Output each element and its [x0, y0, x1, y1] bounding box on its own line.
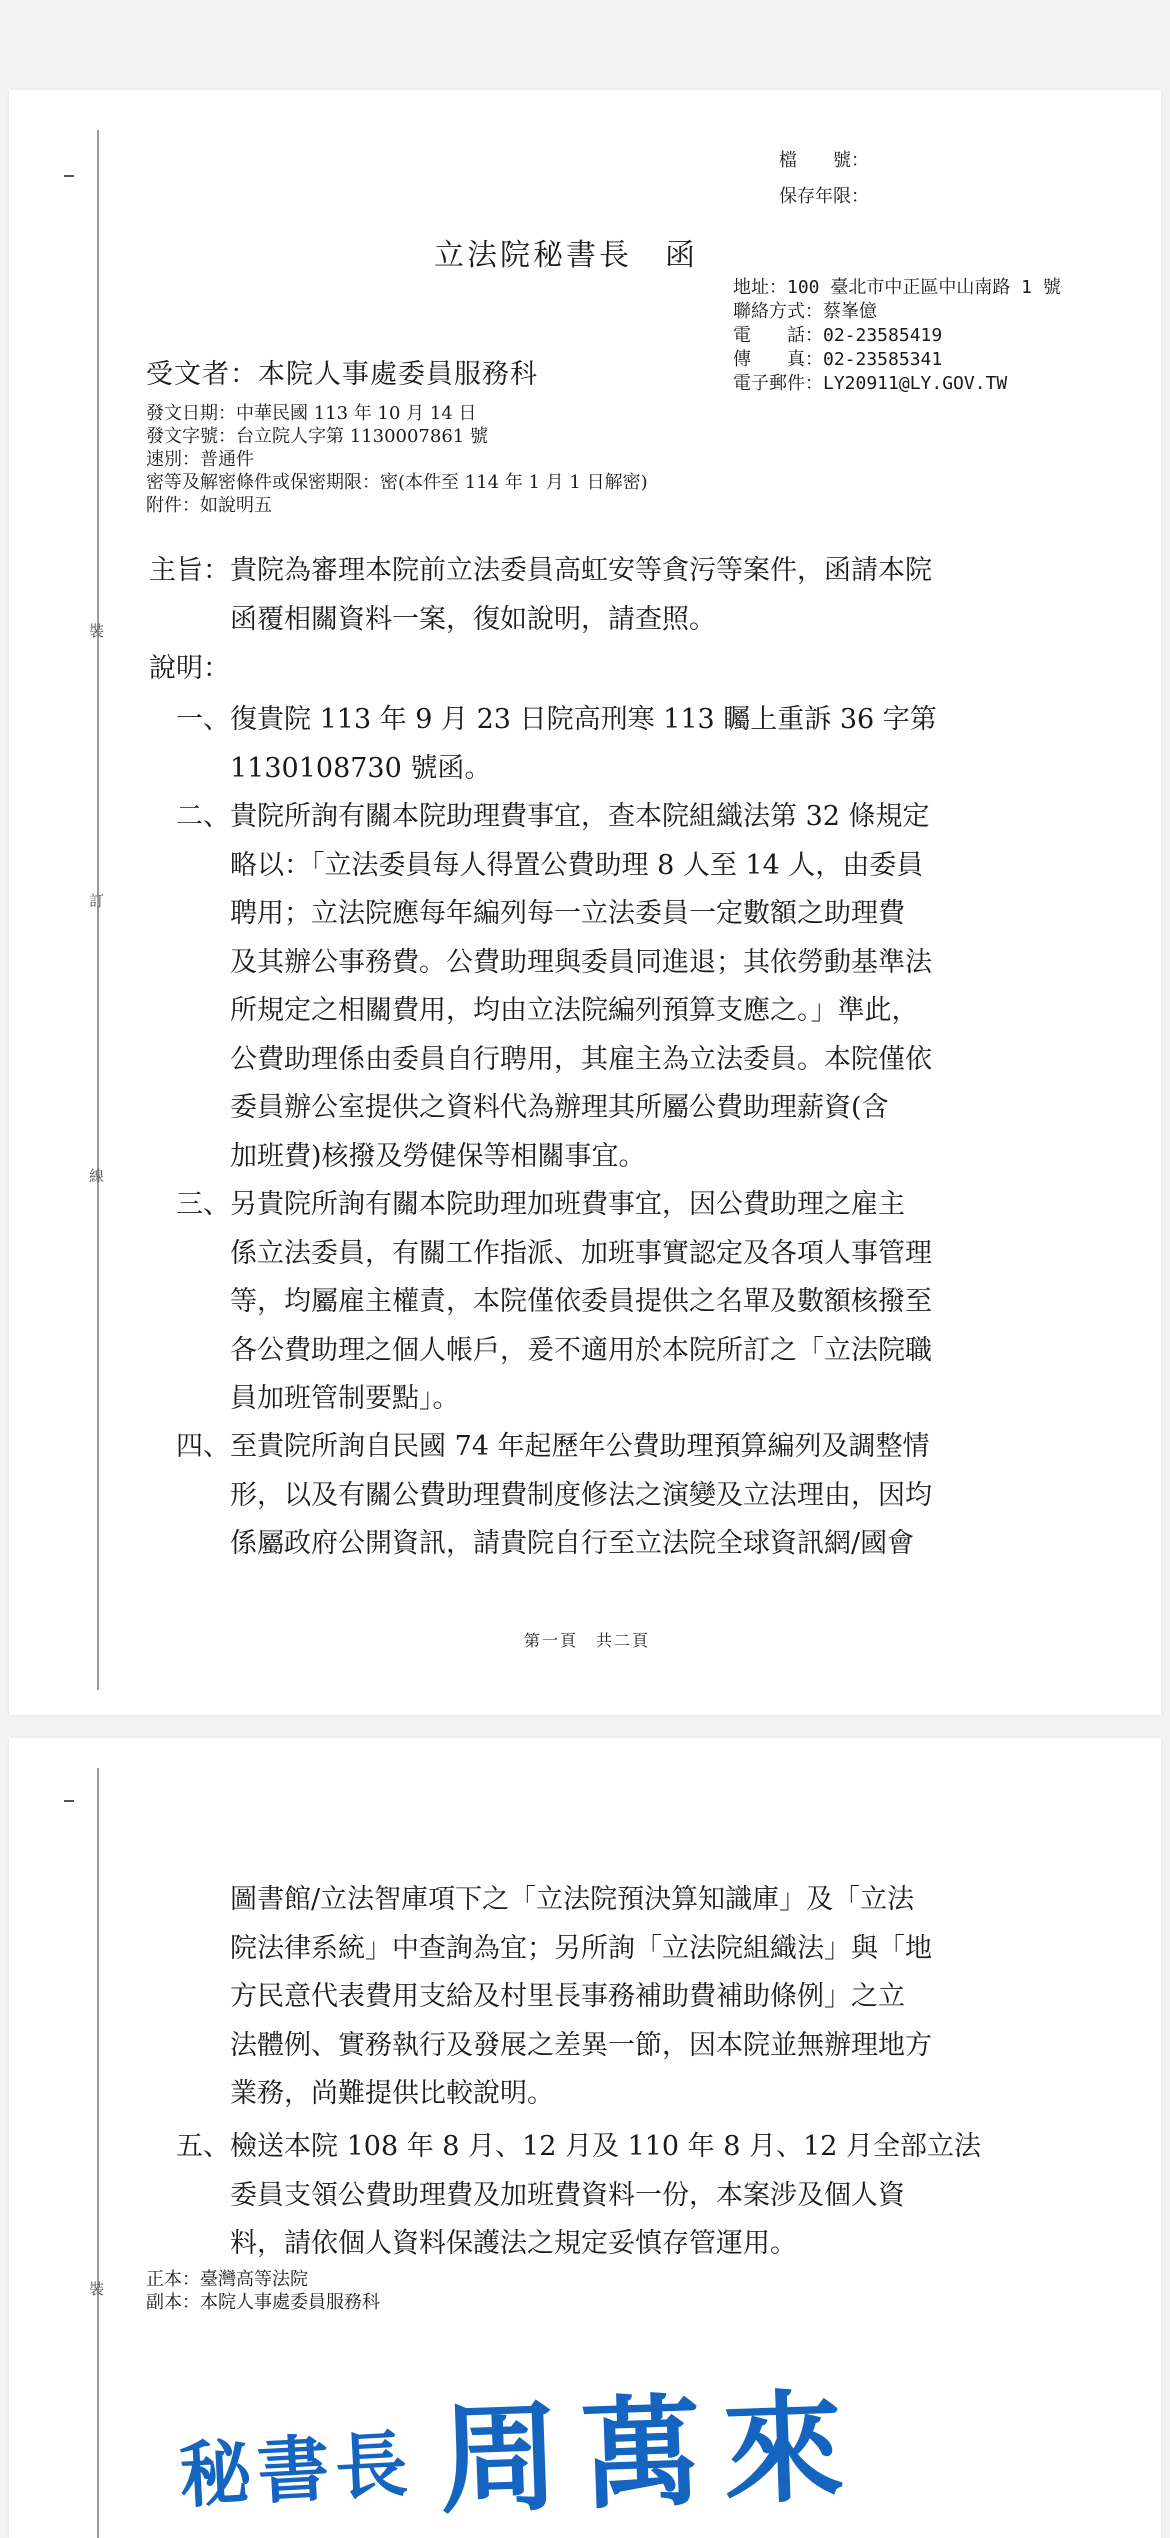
item-line: 加班費)核撥及勞健保等相關事宜。	[230, 1140, 646, 1172]
item-line: 業務，尚難提供比較說明。	[230, 2078, 554, 2109]
margin-tick	[64, 175, 74, 177]
item-line: 略以：「立法委員每人得置公費助理 8 人至 14 人，由委員	[230, 849, 924, 881]
explanation-item-1	[176, 696, 937, 793]
original-copy-recipient: 正本：臺灣高等法院	[146, 2269, 308, 2290]
copies-block	[146, 2268, 380, 2314]
item-line: 及其辦公事務費。公費助理與委員同進退；其依勞動基準法	[230, 946, 932, 978]
retention-label: 保存年限：	[779, 186, 869, 207]
binding-mark: 裝	[89, 622, 105, 640]
recipient: 受文者：本院人事處委員服務科	[146, 359, 538, 390]
contact-person: 聯絡方式：蔡峯億	[733, 301, 877, 322]
subject-line: 貴院為審理本院前立法委員高虹安等貪污等案件，函請本院	[230, 555, 932, 586]
item-line: 貴院所詢有關本院助理費事宜，查本院組織法第 32 條規定	[230, 801, 930, 832]
item-line: 料，請依個人資料保護法之規定妥慎存管運用。	[230, 2228, 797, 2259]
item-marker: 五、	[176, 2131, 230, 2162]
item-line: 等，均屬雇主權責，本院僅依委員提供之名單及數額核撥至	[230, 1286, 932, 1317]
item-line: 委員支領公費助理費及加班費資料一份，本案涉及個人資	[230, 2179, 905, 2211]
explanation-item-4	[176, 1423, 932, 1569]
item-marker: 二、	[176, 801, 230, 832]
signature-title: 秘書長	[177, 2420, 416, 2519]
explanation-label: 說明：	[149, 653, 230, 684]
item-line: 方民意代表費用支給及村里長事務補助費補助條例」之立	[230, 1981, 905, 2012]
speed-class: 速別：普通件	[146, 449, 254, 470]
item-marker: 四、	[176, 1431, 230, 1462]
binding-margin-line	[97, 1768, 99, 2538]
item-line: 至貴院所詢自民國 74 年起歷年公費助理預算編列及調整情	[230, 1431, 930, 1462]
contact-phone: 電 話：02-23585419	[733, 325, 943, 346]
dispatch-meta	[146, 402, 648, 517]
item-line: 復貴院 113 年 9 月 23 日院高刑寒 113 矚上重訴 36 字第	[230, 704, 937, 735]
explanation-item-5	[176, 2123, 981, 2269]
item-line: 法體例、實務執行及發展之差異一節，因本院並無辦理地方	[230, 2029, 932, 2061]
item-line: 各公費助理之個人帳戶，爰不適用於本院所訂之「立法院職	[230, 1334, 932, 1366]
item-line: 1130108730 號函。	[230, 752, 492, 784]
signature-stamp	[177, 2358, 868, 2532]
contact-block	[733, 276, 1061, 396]
dispatch-date: 發文日期：中華民國 113 年 10 月 14 日	[146, 403, 477, 424]
binding-mark: 訂	[89, 892, 105, 910]
contact-fax: 傳 真：02-23585341	[733, 349, 943, 370]
item-line: 圖書館/立法智庫項下之「立法院預決算知識庫」及「立法	[230, 1884, 915, 1915]
item-line: 公費助理係由委員自行聘用，其雇主為立法委員。本院僅依	[230, 1043, 932, 1075]
binding-mark: 線	[89, 1167, 105, 1185]
file-number-label: 檔 號：	[779, 150, 869, 171]
item-line: 委員辦公室提供之資料代為辦理其所屬公費助理薪資(含	[230, 1092, 889, 1123]
attachments: 附件：如說明五	[146, 495, 272, 516]
signature-name: 周萬來	[436, 2375, 868, 2532]
dispatch-number: 發文字號：台立院人字第 1130007861 號	[146, 426, 488, 447]
document-title: 立法院秘書長 函	[434, 238, 698, 273]
document-page-2	[9, 1738, 1161, 2538]
item-marker: 三、	[176, 1189, 230, 1220]
subject-label: 主旨：	[149, 555, 230, 586]
item-line: 聘用；立法院應每年編列每一立法委員一定數額之助理費	[230, 898, 905, 929]
explanation-item-3	[176, 1181, 932, 1424]
binding-mark: 裝	[89, 2280, 105, 2298]
contact-email: 電子郵件：LY20911@LY.GOV.TW	[733, 373, 1008, 394]
contact-address: 地址：100 臺北市中正區中山南路 1 號	[733, 277, 1061, 298]
explanation-item-2	[176, 793, 932, 1181]
document-page-1	[9, 90, 1161, 1715]
secrecy-level: 密等及解密條件或保密期限：密(本件至 114 年 1 月 1 日解密)	[146, 472, 648, 493]
duplicate-copy-recipient: 副本：本院人事處委員服務科	[146, 2292, 380, 2313]
item-marker: 一、	[176, 704, 230, 735]
item-line: 係立法委員，有關工作指派、加班事實認定及各項人事管理	[230, 1237, 932, 1269]
item-4-continuation	[230, 1876, 932, 2119]
margin-tick	[64, 1800, 74, 1802]
subject-line: 函覆相關資料一案，復如說明，請查照。	[230, 603, 716, 635]
item-line: 形，以及有關公費助理費制度修法之演變及立法理由，因均	[230, 1479, 932, 1511]
item-line: 另貴院所詢有關本院助理加班費事宜，因公費助理之雇主	[230, 1189, 905, 1220]
item-line: 所規定之相關費用，均由立法院編列預算支應之。」準此，	[230, 995, 919, 1026]
item-line: 檢送本院 108 年 8 月、12 月及 110 年 8 月、12 月全部立法	[230, 2131, 981, 2162]
page-number-footer: 第一頁 共二頁	[524, 1631, 651, 1650]
subject-block	[149, 547, 932, 644]
item-line: 係屬政府公開資訊，請貴院自行至立法院全球資訊網/國會	[230, 1528, 915, 1559]
item-line: 員加班管制要點」。	[230, 1383, 460, 1414]
item-line: 院法律系統」中查詢為宜；另所詢「立法院組織法」與「地	[230, 1932, 932, 1964]
